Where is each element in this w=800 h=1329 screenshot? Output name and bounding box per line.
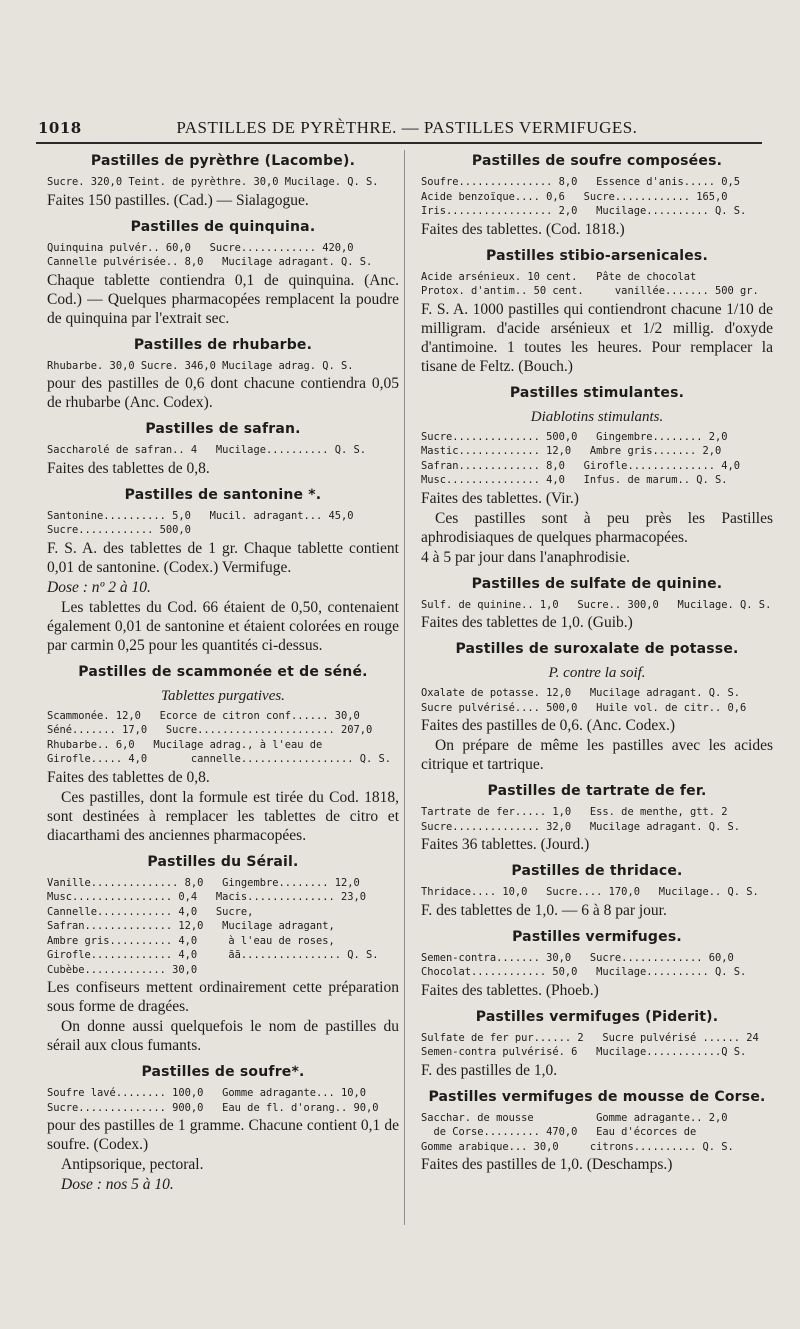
paragraph: Faites des pastilles de 1,0. (Deschamps.) xyxy=(421,1156,673,1173)
paragraph: Chaque tablette contiendra 0,1 de quinquina. (Anc. Cod.) — Quelques pharmacopées remplacent la poudre de quinquina par l'extrait sec. xyxy=(47,271,399,327)
page-number: 1018 xyxy=(38,119,82,137)
ingredient-line: Sucre.............. 500,0 Gingembre........ 2,0 xyxy=(421,430,728,443)
section-title: Pastilles de pyrèthre (Lacombe). xyxy=(90,153,356,169)
section-title: Pastilles vermifuges (Piderit). xyxy=(475,1008,719,1025)
right-column xyxy=(421,150,773,1175)
ingredient-line: Séné....... 17,0 Sucre...................... 207,0 xyxy=(47,724,373,736)
ingredient-line: Girofle............. 4,0 ãã................ Q. S. xyxy=(47,949,379,961)
ingredient-line: Thridace.... 10,0 Sucre.... 170,0 Mucilage.. Q. S. xyxy=(421,886,759,898)
section-title: Pastilles de soufre*. xyxy=(141,1064,305,1080)
paragraph: On prépare de même les pastilles avec les acides citrique et tartrique. xyxy=(421,737,773,773)
paragraph: Faites des pastilles de 0,6. (Anc. Codex.) xyxy=(421,717,675,734)
ingredient-line: Rhubarbe. 30,0 Sucre. 346,0 Mucilage adrag. Q. S. xyxy=(47,359,354,372)
paragraph: Les confiseurs mettent ordinairement cette préparation sous forme de dragées. xyxy=(47,979,399,1015)
dose-line: Dose : nº 2 à 10. xyxy=(47,578,151,596)
ingredient-line: Safran............. 8,0 Girofle.............. 4,0 xyxy=(421,459,741,472)
ingredient-line: Gomme arabique... 30,0 citrons.......... Q. S. xyxy=(421,1140,734,1153)
ingredient-line: de Corse......... 470,0 Eau d'écorces de xyxy=(421,1126,697,1138)
section-subtitle: Diablotins stimulants. xyxy=(530,408,664,425)
ingredient-line: Saccharolé de safran.. 4 Mucilage.......... Q. S. xyxy=(47,444,367,456)
section-title: Pastilles de tartrate de fer. xyxy=(487,783,707,799)
ingredient-line: Chocolat............ 50,0 Mucilage.......... Q. S. xyxy=(421,966,747,978)
paragraph: pour des pastilles de 1 gramme. Chacune contient 0,1 de soufre. (Codex.) xyxy=(47,1117,399,1153)
ingredient-line: Vanille.............. 8,0 Gingembre........ 12,0 xyxy=(47,876,360,889)
ingredient-line: Oxalate de potasse. 12,0 Mucilage adragant. Q. S. xyxy=(421,687,741,699)
section-title: Pastilles vermifuges. xyxy=(512,928,682,945)
paragraph: Faites des tablettes de 0,8. xyxy=(47,459,210,477)
ingredient-line: Mastic............. 12,0 Ambre gris....... 2,0 xyxy=(421,445,722,457)
ingredient-line: Sucre.............. 900,0 Eau de fl. d'orang.. 90,0 xyxy=(47,1101,379,1114)
paragraph: 4 à 5 par jour dans l'anaphrodisie. xyxy=(421,548,630,566)
ingredient-line: Cannelle............ 4,0 Sucre, xyxy=(47,905,254,918)
paragraph: F. des pastilles de 1,0. xyxy=(421,1061,558,1079)
paragraph: Faites des tablettes de 1,0. (Guib.) xyxy=(421,614,633,631)
ingredient-line: Safran.............. 12,0 Mucilage adragant, xyxy=(47,920,335,932)
ingredient-line: Cannelle pulvérisée.. 8,0 Mucilage adragant. Q. S. xyxy=(47,256,373,268)
ingredient-line: Sucre............ 500,0 xyxy=(47,524,191,536)
ingredient-line: Soufre............... 8,0 Essence d'anis..... 0,5 xyxy=(421,176,741,188)
section-title: Pastilles stimulantes. xyxy=(509,384,685,401)
ingredient-line: Protox. d'antim.. 50 cent. vanillée....... 500 gr. xyxy=(421,285,759,297)
paragraph: Faites des tablettes. (Cod. 1818.) xyxy=(421,220,625,238)
header-rule xyxy=(36,142,762,144)
ingredient-line: Sulfate de fer pur...... 2 Sucre pulvérisé ...... 24 xyxy=(421,1031,759,1044)
section-subtitle: Tablettes purgatives. xyxy=(161,687,285,704)
ingredient-line: Soufre lavé........ 100,0 Gomme adragante... 10,0 xyxy=(47,1087,367,1099)
section-title: Pastilles de quinquina. xyxy=(130,218,316,235)
section-title: Pastilles de scammonée et de séné. xyxy=(78,663,368,680)
section-title: Pastilles vermifuges de mousse de Corse. xyxy=(428,1088,766,1105)
paragraph: F. S. A. 1000 pastilles qui contiendront chacune 1/10 de milligram. d'acide arsénieux et 1/2 millig. d'oxyde d'antimoine. 1 toutes les heures. Pour remplacer la tisane de Feltz. (Bouch.) xyxy=(421,300,773,375)
ingredient-line: Musc............... 4,0 Infus. de marum.. Q. S. xyxy=(421,474,728,486)
ingredient-line: Santonine.......... 5,0 Mucil. adragant... 45,0 xyxy=(47,509,354,522)
ingredient-line: Rhubarbe.. 6,0 Mucilage adrag., à l'eau de xyxy=(47,738,323,751)
ingredient-line: Sucre.............. 32,0 Mucilage adragant. Q. S. xyxy=(421,820,741,833)
section-title: Pastilles du Sérail. xyxy=(147,853,299,870)
ingredient-line: Semen-contra....... 30,0 Sucre............. 60,0 xyxy=(421,951,734,964)
section-title: Pastilles de rhubarbe. xyxy=(133,336,313,353)
section-title: Pastilles de soufre composées. xyxy=(471,153,723,169)
ingredient-line: Quinquina pulvér.. 60,0 Sucre............ 420,0 xyxy=(47,241,354,254)
ingredient-line: Tartrate de fer..... 1,0 Ess. de menthe, gtt. 2 xyxy=(421,806,728,818)
ingredient-line: Sulf. de quinine.. 1,0 Sucre.. 300,0 Mucilage. Q. S. xyxy=(421,598,772,611)
paragraph: F. S. A. des tablettes de 1 gr. Chaque tablette contient 0,01 de santonine. (Codex.) Vermifuge. xyxy=(47,539,399,576)
paragraph: Faites des tablettes de 0,8. xyxy=(47,768,210,786)
ingredient-line: Musc................ 0,4 Macis.............. 23,0 xyxy=(47,891,367,903)
section-title: Pastilles de suroxalate de potasse. xyxy=(455,641,739,657)
ingredient-line: Cubèbe............. 30,0 xyxy=(47,963,198,976)
running-header xyxy=(38,118,762,138)
ingredient-line: Sacchar. de mousse Gomme adragante.. 2,0 xyxy=(421,1111,728,1124)
paragraph: Faites 36 tablettes. (Jourd.) xyxy=(421,836,590,853)
section-title: Pastilles de safran. xyxy=(145,421,301,437)
ingredient-line: Sucre. 320,0 Teint. de pyrèthre. 30,0 Mucilage. Q. S. xyxy=(47,176,379,188)
section-title: Pastilles de santonine *. xyxy=(124,486,322,503)
ingredient-line: Scammonée. 12,0 Ecorce de citron conf...... 30,0 xyxy=(47,709,360,722)
left-column xyxy=(47,150,399,1195)
ingredient-line: Acide arsénieux. 10 cent. Pâte de chocolat xyxy=(421,270,697,283)
paragraph: Les tablettes du Cod. 66 étaient de 0,50, contenaient également 0,01 de santonine et étaient colorées en rouge par carmin 0,25 pour les quantités ci-dessus. xyxy=(47,598,399,654)
paragraph: Faites des tablettes. (Vir.) xyxy=(421,489,579,507)
section-title: Pastilles stibio-arsenicales. xyxy=(486,247,708,264)
section-subtitle: P. contre la soif. xyxy=(548,665,646,681)
ingredient-line: Sucre pulvérisé.... 500,0 Huile vol. de citr.. 0,6 xyxy=(421,701,747,714)
ingredient-line: Acide benzoïque.... 0,6 Sucre............ 165,0 xyxy=(421,190,728,203)
column-divider xyxy=(404,150,405,1225)
paragraph: F. des tablettes de 1,0. — 6 à 8 par jour. xyxy=(421,901,667,919)
paragraph: On donne aussi quelquefois le nom de pastilles du sérail aux clous fumants. xyxy=(47,1018,399,1054)
ingredient-line: Iris................. 2,0 Mucilage.......... Q. S. xyxy=(421,205,747,217)
running-title: PASTILLES DE PYRÈTHRE. — PASTILLES VERMIFUGES. xyxy=(176,118,638,137)
paragraph: Faites des tablettes. (Phoeb.) xyxy=(421,981,599,999)
section-title: Pastilles de sulfate de quinine. xyxy=(471,575,723,592)
ingredient-line: Ambre gris.......... 4,0 à l'eau de roses, xyxy=(47,934,335,947)
paragraph: Faites 150 pastilles. (Cad.) — Sialagogue. xyxy=(47,191,309,209)
paragraph: Antipsorique, pectoral. xyxy=(61,1156,204,1173)
dose-line: Dose : nos 5 à 10. xyxy=(61,1176,174,1193)
ingredient-line: Girofle..... 4,0 cannelle.................. Q. S. xyxy=(47,753,392,765)
ingredient-line: Semen-contra pulvérisé. 6 Mucilage............Q S. xyxy=(421,1046,747,1058)
section-title: Pastilles de thridace. xyxy=(511,863,683,879)
paragraph: pour des pastilles de 0,6 dont chacune contiendra 0,05 de rhubarbe (Anc. Codex). xyxy=(47,375,399,411)
paragraph: Ces pastilles, dont la formule est tirée du Cod. 1818, sont destinées à remplacer les tablettes de citro et diacarthami des anciennes pharmacopées. xyxy=(47,788,399,844)
paragraph: Ces pastilles sont à peu près les Pastilles aphrodisiaques de quelques pharmacopées. xyxy=(421,509,773,546)
